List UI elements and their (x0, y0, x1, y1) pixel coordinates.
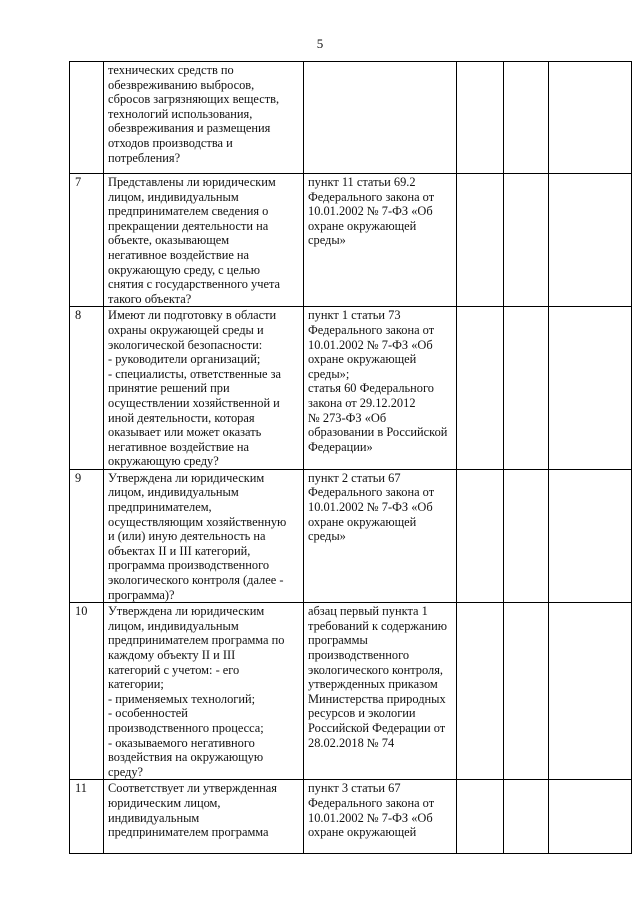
answer-yes-cell (457, 174, 504, 307)
question-cell (104, 603, 304, 780)
legal-reference-cell-line: статья 60 Федерального (308, 381, 434, 396)
answer-yes-cell (457, 603, 504, 780)
answer-no-cell (504, 307, 549, 470)
question-cell-line: окружающую среду, с целью (108, 262, 260, 277)
question-cell-line: отходов производства и (108, 135, 233, 150)
question-cell-line: экологического контроля (далее - (108, 573, 284, 588)
legal-reference-cell-line: Федерального закона от (308, 189, 435, 204)
legal-reference-cell-line: пункт 1 статьи 73 (308, 308, 401, 323)
answer-no-cell (504, 780, 549, 854)
question-cell-line: - специалисты, ответственные за (108, 366, 282, 381)
question-cell (104, 780, 304, 854)
question-cell-line: предпринимателем сведения о (108, 204, 269, 219)
page-number: 5 (316, 36, 324, 51)
question-cell-line: осуществляющим хозяйственную (108, 514, 287, 529)
answer-no-cell (504, 174, 549, 307)
legal-reference-cell-line: закона от 29.12.2012 (308, 395, 416, 410)
question-cell-line: объекте, оказывающем (108, 233, 230, 248)
question-cell-line: обезвреживанию выбросов, (108, 77, 255, 92)
legal-reference-cell-line: 28.02.2018 № 74 (308, 735, 395, 750)
legal-reference-cell-line: 10.01.2002 № 7-ФЗ «Об (308, 204, 433, 219)
answer-yes-cell (457, 307, 504, 470)
question-cell-line: программа производственного (108, 558, 270, 573)
question-cell-line: снятия с государственного учета (108, 277, 281, 292)
legal-reference-cell-line: образовании в Российской (308, 425, 448, 440)
row-number (70, 62, 104, 174)
question-cell (104, 62, 304, 174)
legal-reference-cell (304, 174, 457, 307)
legal-reference-cell-line: 10.01.2002 № 7-ФЗ «Об (308, 337, 433, 352)
question-cell-line: негативное воздействие на (108, 439, 250, 454)
legal-reference-cell-line: Федерации» (308, 439, 373, 454)
row-number: 8 (70, 307, 104, 470)
question-cell-line: программа)? (108, 587, 175, 602)
question-cell-line: - руководители организаций; (108, 352, 261, 367)
question-cell-line: воздействия на окружающую (108, 750, 264, 765)
question-cell-line: обезвреживания и размещения (108, 121, 271, 136)
legal-reference-cell-line: экологического контроля, (308, 662, 444, 677)
question-cell-line: индивидуальным (108, 810, 200, 825)
question-cell-line: - особенностей (108, 706, 188, 721)
question-cell-line: такого объекта? (108, 291, 192, 306)
row-number: 10 (70, 603, 104, 780)
question-cell-line: принятие решений при (108, 381, 230, 396)
answer-na-cell (549, 62, 632, 174)
answer-na-cell (549, 307, 632, 470)
answer-no-cell (504, 603, 549, 780)
question-cell-line: Утверждена ли юридическим (108, 604, 265, 619)
question-cell (104, 469, 304, 602)
question-cell (104, 174, 304, 307)
legal-reference-cell (304, 603, 457, 780)
table-row (70, 469, 632, 602)
legal-reference-cell (304, 469, 457, 602)
answer-no-cell (504, 469, 549, 602)
legal-reference-cell-line: пункт 2 статьи 67 (308, 470, 401, 485)
question-cell-line: юридическим лицом, (108, 795, 221, 810)
question-cell-line: оказывает или может оказать (108, 425, 262, 440)
question-cell-line: предпринимателем программа (108, 825, 269, 840)
question-cell-line: лицом, индивидуальным (108, 485, 239, 500)
legal-reference-cell-line: 10.01.2002 № 7-ФЗ «Об (308, 500, 433, 515)
legal-reference-cell-line: пункт 3 статьи 67 (308, 781, 401, 796)
question-cell-line: производственного процесса; (108, 720, 264, 735)
question-cell-line: Представлены ли юридическим (108, 175, 276, 189)
legal-reference-cell-line: Министерства природных (308, 691, 446, 706)
question-cell-line: категорий с учетом: - его (108, 662, 240, 677)
question-cell-line: - применяемых технологий; (108, 691, 256, 706)
question-cell-line: потребления? (108, 150, 181, 165)
legal-reference-cell-line: Федерального закона от (308, 485, 435, 500)
answer-na-cell (549, 603, 632, 780)
question-cell-line: Соответствует ли утвержденная (108, 781, 277, 796)
legal-reference-cell-line: ресурсов и экологии (308, 706, 416, 721)
table-row (70, 780, 632, 854)
question-cell-line: экологической безопасности: (108, 337, 263, 352)
legal-reference-cell-line: Российской Федерации от (308, 720, 446, 735)
question-cell-line: лицом, индивидуальным (108, 618, 239, 633)
legal-reference-cell (304, 307, 457, 470)
question-cell-line: среду? (108, 764, 144, 779)
table-row (70, 62, 632, 174)
question-cell-line: окружающую среду? (108, 454, 219, 469)
legal-reference-cell-line: среды» (308, 529, 346, 544)
row-number: 9 (70, 469, 104, 602)
table-row (70, 307, 632, 470)
legal-reference-cell-line: программы (308, 633, 368, 648)
question-cell-line: лицом, индивидуальным (108, 189, 239, 204)
legal-reference-cell-line: производственного (308, 648, 410, 662)
question-cell-line: каждому объекту II и III (108, 648, 236, 662)
answer-na-cell (549, 780, 632, 854)
answer-yes-cell (457, 780, 504, 854)
question-cell-line: предпринимателем программа по (108, 633, 285, 648)
legal-reference-cell-line: 10.01.2002 № 7-ФЗ «Об (308, 810, 433, 825)
legal-reference-cell-line: среды» (308, 233, 346, 248)
legal-reference-cell-line: требований к содержанию (308, 618, 447, 633)
legal-reference-cell-line: охране окружающей (308, 352, 417, 367)
question-cell-line: предпринимателем, (108, 500, 212, 515)
table-row (70, 603, 632, 780)
answer-na-cell (549, 174, 632, 307)
question-cell-line: иной деятельности, которая (108, 410, 255, 425)
question-cell-line: технических средств по (108, 63, 234, 77)
legal-reference-cell-line: абзац первый пункта 1 (308, 604, 428, 619)
legal-reference-cell-line: № 273-ФЗ «Об (308, 410, 387, 425)
legal-reference-cell-line: пункт 11 статьи 69.2 (308, 175, 416, 189)
answer-yes-cell (457, 62, 504, 174)
legal-reference-cell-line: Федерального закона от (308, 322, 435, 337)
question-cell-line: негативное воздействие на (108, 247, 250, 262)
answer-no-cell (504, 62, 549, 174)
question-cell-line: прекращении деятельности на (108, 218, 269, 233)
question-cell-line: - оказываемого негативного (108, 735, 255, 750)
legal-reference-cell-line: охране окружающей (308, 825, 417, 840)
question-cell-line: охраны окружающей среды и (108, 322, 264, 337)
legal-reference-cell (304, 780, 457, 854)
answer-na-cell (549, 469, 632, 602)
legal-reference-cell-line: Федерального закона от (308, 795, 435, 810)
checklist-table (69, 61, 632, 854)
question-cell-line: осуществлении хозяйственной и (108, 395, 280, 410)
legal-reference-cell-line: утвержденных приказом (308, 677, 438, 692)
legal-reference-cell (304, 62, 457, 174)
question-cell-line: сбросов загрязняющих веществ, (108, 92, 280, 107)
question-cell-line: технологий использования, (108, 106, 253, 121)
row-number: 7 (70, 174, 104, 307)
legal-reference-cell-line: охране окружающей (308, 514, 417, 529)
question-cell (104, 307, 304, 470)
answer-yes-cell (457, 469, 504, 602)
question-cell-line: и (или) иную деятельность на (108, 529, 266, 544)
table-row (70, 174, 632, 307)
question-cell-line: объектах II и III категорий, (108, 543, 251, 558)
legal-reference-cell-line: среды»; (308, 366, 350, 381)
checklist-table-body (70, 62, 632, 854)
question-cell-line: категории; (108, 677, 164, 692)
question-cell-line: Утверждена ли юридическим (108, 470, 265, 485)
question-cell-line: Имеют ли подготовку в области (108, 308, 277, 323)
legal-reference-cell-line: охране окружающей (308, 218, 417, 233)
row-number: 11 (70, 780, 104, 854)
